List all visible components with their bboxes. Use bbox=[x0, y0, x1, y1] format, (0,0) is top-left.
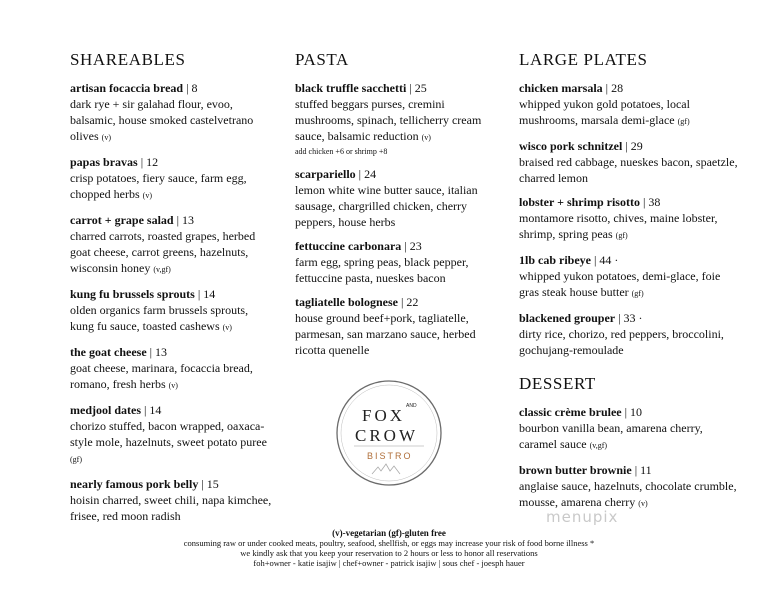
menu-item-description: chorizo stuffed, bacon wrapped, oaxaca-style mole, hazelnuts, sweet potato puree bbox=[70, 419, 267, 449]
menu-item-description: stuffed beggars purses, cremini mushrooms, spinach, tellicherry cream sauce, balsamic reduction bbox=[295, 97, 482, 143]
menu-item bbox=[70, 402, 275, 468]
menu-item-price: 33 · bbox=[623, 311, 643, 325]
logo-fox-text: FOX bbox=[362, 406, 406, 425]
menu-item-description-block bbox=[295, 96, 500, 146]
menu-item-price: 29 bbox=[630, 139, 643, 153]
menu-item-description: whipped yukon potatoes, demi-glace, foie gras steak house butter bbox=[519, 269, 721, 299]
menu-item-price: 14 bbox=[203, 287, 216, 301]
menu-item bbox=[295, 294, 500, 358]
menu-item-description-block bbox=[519, 326, 739, 358]
menu-item-description: braised red cabbage, nueskes bacon, spaetzle, charred lemon bbox=[519, 155, 738, 185]
menu-item-description-block bbox=[70, 228, 275, 278]
menu-item-name: chicken marsala bbox=[519, 81, 603, 95]
menu-item-description: dirty rice, chorizo, red peppers, broccolini, gochujang-remoulade bbox=[519, 327, 724, 357]
menu-item-name: tagliatelle bolognese bbox=[295, 295, 398, 309]
menu-item-name: papas bravas bbox=[70, 155, 138, 169]
menu-item-description-block bbox=[295, 310, 500, 358]
menu-item bbox=[519, 138, 739, 186]
menu-item-title: black truffle sacchetti | 25 bbox=[295, 81, 427, 95]
menu-item bbox=[70, 212, 275, 278]
menu-item-price: 23 bbox=[409, 239, 422, 253]
menu-item-description-block bbox=[519, 210, 739, 244]
menu-item-name: wisco pork schnitzel bbox=[519, 139, 623, 153]
menu-item-name: scarpariello bbox=[295, 167, 356, 181]
menu-item-description-block bbox=[519, 478, 739, 512]
dietary-tag: (v,gf) bbox=[153, 265, 171, 274]
menu-item-description: olden organics farm brussels sprouts, kung fu sauce, toasted cashews bbox=[70, 303, 249, 333]
menu-item-description-block bbox=[295, 254, 500, 286]
menu-item bbox=[519, 404, 739, 454]
menu-item-description: montamore risotto, chives, maine lobster, shrimp, spring peas bbox=[519, 211, 718, 241]
menu-item-description: crisp potatoes, fiery sauce, farm egg, chopped herbs bbox=[70, 171, 247, 201]
dessert-heading: DESSERT bbox=[519, 374, 596, 393]
menu-item bbox=[295, 80, 500, 158]
menu-item-price: 14 bbox=[149, 403, 162, 417]
menu-item-description-block bbox=[295, 182, 500, 230]
menu-item bbox=[519, 462, 739, 512]
menu-item-price: 12 bbox=[146, 155, 159, 169]
logo-and-text: AND bbox=[406, 403, 417, 409]
menu-item-name: classic crème brulee bbox=[519, 405, 622, 419]
menu-item-title: artisan focaccia bread | 8 bbox=[70, 81, 198, 95]
menu-item-title: fettuccine carbonara | 23 bbox=[295, 239, 422, 253]
menu-item-title: the goat cheese | 13 bbox=[70, 345, 168, 359]
pasta-section bbox=[295, 50, 500, 366]
menu-item bbox=[70, 80, 275, 146]
dietary-tag: (v,gf) bbox=[589, 441, 608, 450]
menupix-watermark: menupix bbox=[546, 508, 619, 526]
dietary-tag: (gf) bbox=[677, 117, 690, 126]
dietary-legend: (v)-vegetarian (gf)-gluten free bbox=[332, 528, 446, 538]
menu-item-price: 13 bbox=[182, 213, 195, 227]
menu-item-name: lobster + shrimp risotto bbox=[519, 195, 640, 209]
logo-bistro-text: BISTRO bbox=[367, 451, 413, 461]
menu-item-name: blackened grouper bbox=[519, 311, 616, 325]
menu-item-description: farm egg, spring peas, black pepper, fettuccine pasta, nueskes bacon bbox=[295, 255, 469, 285]
fox-and-crow-bistro-logo bbox=[334, 378, 444, 488]
menu-item-name: 1lb cab ribeye bbox=[519, 253, 591, 267]
menu-item-price: 11 bbox=[640, 463, 652, 477]
shareables-section bbox=[70, 50, 275, 532]
menu-item-price: 15 bbox=[206, 477, 219, 491]
menu-item-title: lobster + shrimp risotto | 38 bbox=[519, 195, 661, 209]
menu-item-description-block bbox=[70, 360, 275, 394]
dietary-tag: (gf) bbox=[615, 231, 628, 240]
pasta-heading: PASTA bbox=[295, 50, 349, 69]
menu-item bbox=[70, 476, 275, 524]
menu-item bbox=[295, 238, 500, 286]
menu-item-name: artisan focaccia bread bbox=[70, 81, 184, 95]
menu-item-title: blackened grouper | 33 · bbox=[519, 311, 643, 325]
food-safety-notice: consuming raw or under cooked meats, poultry, seafood, shellfish, or eggs may increase your risk of food borne illness * bbox=[183, 538, 595, 548]
menu-item-description-block bbox=[519, 268, 739, 302]
menu-item-name: nearly famous pork belly bbox=[70, 477, 199, 491]
menu-item-title: nearly famous pork belly | 15 bbox=[70, 477, 219, 491]
menu-item-description: whipped yukon gold potatoes, local mushrooms, marsala demi-glace bbox=[519, 97, 690, 127]
dietary-tag: (v) bbox=[638, 499, 648, 508]
dietary-tag: (gf) bbox=[70, 455, 82, 464]
menu-item-description: dark rye + sir galahad flour, evoo, balsamic, house smoked castelvetrano olives bbox=[70, 97, 254, 143]
menu-item bbox=[519, 80, 739, 130]
dietary-tag: (v) bbox=[101, 133, 111, 142]
menu-item bbox=[70, 344, 275, 394]
menu-item bbox=[519, 310, 739, 358]
menu-item-price: 44 · bbox=[599, 253, 619, 267]
menu-item-description-block bbox=[70, 96, 275, 146]
dietary-tag: (v) bbox=[142, 191, 152, 200]
menu-item-title: tagliatelle bolognese | 22 bbox=[295, 295, 419, 309]
menu-item-price: 13 bbox=[155, 345, 168, 359]
menu-item-title: classic crème brulee | 10 bbox=[519, 405, 643, 419]
menu-item-description-block bbox=[70, 492, 275, 524]
large-plates-heading: LARGE PLATES bbox=[519, 50, 648, 69]
menu-item-addon: add chicken +6 or shrimp +8 bbox=[295, 147, 388, 156]
menu-item-name: black truffle sacchetti bbox=[295, 81, 407, 95]
menu-item-name: fettuccine carbonara bbox=[295, 239, 402, 253]
menu-item-name: medjool dates bbox=[70, 403, 141, 417]
dietary-tag: (gf) bbox=[631, 289, 644, 298]
menu-item-title: scarpariello | 24 bbox=[295, 167, 377, 181]
reservation-notice: we kindly ask that you keep your reservation to 2 hours or less to honor all reservations bbox=[240, 548, 538, 558]
menu-item-price: 24 bbox=[364, 167, 377, 181]
menu-item-title: carrot + grape salad | 13 bbox=[70, 213, 195, 227]
menu-item-title: medjool dates | 14 bbox=[70, 403, 162, 417]
menu-item bbox=[70, 154, 275, 204]
menu-item-description-block bbox=[519, 96, 739, 130]
menu-item-title: kung fu brussels sprouts | 14 bbox=[70, 287, 216, 301]
menu-item-title: 1lb cab ribeye | 44 · bbox=[519, 253, 619, 267]
dietary-tag: (v) bbox=[421, 133, 431, 142]
staff-credits: foh+owner - katie isajiw | chef+owner - patrick isajiw | sous chef - joesph hauer bbox=[253, 558, 525, 568]
menu-item-name: the goat cheese bbox=[70, 345, 147, 359]
menu-item-price: 10 bbox=[630, 405, 643, 419]
menu-item-title: chicken marsala | 28 bbox=[519, 81, 624, 95]
logo-crow-text: CROW bbox=[355, 426, 418, 445]
menu-item bbox=[519, 252, 739, 302]
menu-item-name: kung fu brussels sprouts bbox=[70, 287, 195, 301]
menu-item-price: 28 bbox=[611, 81, 624, 95]
menu-item-title: brown butter brownie | 11 bbox=[519, 463, 652, 477]
menu-item-description-block bbox=[519, 420, 739, 454]
menu-item-description: charred carrots, roasted grapes, herbed goat cheese, carrot greens, hazelnuts, wisconsin honey bbox=[70, 229, 256, 275]
menu-item-name: carrot + grape salad bbox=[70, 213, 174, 227]
menu-item-title: papas bravas | 12 bbox=[70, 155, 159, 169]
menu-item-description: house ground beef+pork, tagliatelle, parmesan, san marzano sauce, herbed ricotta quenelle bbox=[295, 311, 476, 357]
menu-item bbox=[519, 194, 739, 244]
menu-item-price: 8 bbox=[191, 81, 198, 95]
shareables-heading: SHAREABLES bbox=[70, 50, 186, 69]
dietary-tag: (v) bbox=[168, 381, 178, 390]
dietary-tag: (v) bbox=[222, 323, 232, 332]
menu-item-description-block bbox=[519, 154, 739, 186]
menu-item-description: hoisin charred, sweet chili, napa kimchee, frisee, red moon radish bbox=[70, 493, 272, 523]
menu-item bbox=[295, 166, 500, 230]
menu-item-price: 22 bbox=[406, 295, 419, 309]
menu-item-description: goat cheese, marinara, focaccia bread, romano, fresh herbs bbox=[70, 361, 253, 391]
menu-item-title: wisco pork schnitzel | 29 bbox=[519, 139, 643, 153]
menu-item-description: anglaise sauce, hazelnuts, chocolate crumble, mousse, amarena cherry bbox=[519, 479, 737, 509]
menu-item-price: 25 bbox=[414, 81, 427, 95]
menu-item-description-block bbox=[70, 418, 275, 468]
menu-item-description-block bbox=[70, 170, 275, 204]
menu-item bbox=[70, 286, 275, 336]
large-plates-section bbox=[519, 50, 739, 520]
menu-item-name: brown butter brownie bbox=[519, 463, 632, 477]
menu-item-description-block bbox=[70, 302, 275, 336]
menu-item-description: lemon white wine butter sauce, italian sausage, chargrilled chicken, cherry peppers, house herbs bbox=[295, 183, 478, 229]
menu-footer bbox=[140, 528, 638, 568]
menu-item-price: 38 bbox=[648, 195, 661, 209]
menu-item-description: bourbon vanilla bean, amarena cherry, caramel sauce bbox=[519, 421, 703, 451]
